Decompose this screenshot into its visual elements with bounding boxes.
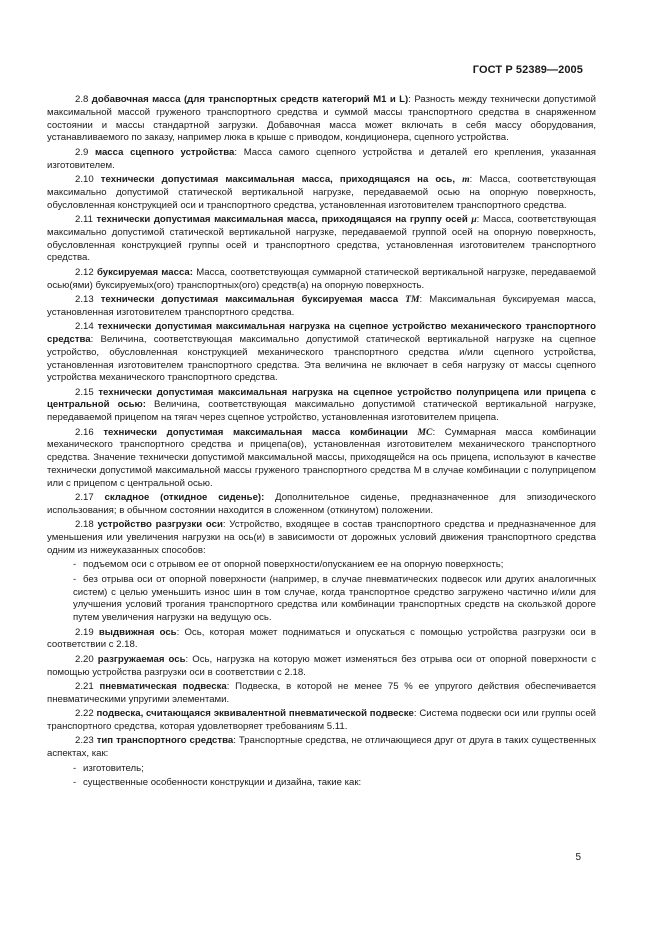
- dash-marker: -: [73, 762, 77, 774]
- definition: Транспортные средства, не отличающиеся друг от друга в таких существенных аспектах, как:: [47, 735, 596, 760]
- term-symbol: μ: [471, 213, 477, 225]
- definition: Масса, соответствующая максимально допустимой статической вертикальной нагрузке, передаваемой группой осей на опорную поверхность, обусловленная конструкцией группы осей и транспортного средства, установленная изготовителем транспортного средства.: [47, 213, 597, 264]
- clause-number: 2.10: [75, 173, 94, 185]
- term: технически допустимая максимальная нагрузка на сцепное устройство механического транспортного средства: [47, 321, 596, 345]
- page-number: 5: [575, 852, 581, 863]
- clause-number: 2.19: [75, 626, 94, 638]
- term: технически допустимая максимальная буксируемая масса: [100, 293, 399, 305]
- clause-number: 2.22: [75, 708, 94, 720]
- term: подвеска, считающаяся эквивалентной пневматической подвеске: [96, 708, 414, 720]
- definition: Масса самого сцепного устройства и деталей его крепления, указанная изготовителем.: [47, 146, 596, 171]
- term: технически допустимая максимальная масса, приходящаяся на ось,: [100, 173, 455, 185]
- clause-number: 2.14: [75, 321, 94, 333]
- definition: Величина, соответствующая максимально допустимой статической вертикальной нагрузке на сцепное устройство, обусловленная конструкцией механического транспортного средства и/или сцепного устройства, установленная изготовителем транспортного средства. Эта величина не включает в себя нагрузку от массы сцепного устройства механического транспортного средства.: [47, 333, 596, 384]
- paragraph-2-19: 2.19 выдвижная ось: Ось, которая может подниматься и опускаться с помощью устройства разгрузки оси в соответствии с 2.18.: [47, 626, 596, 651]
- paragraph-2-15: [47, 387, 596, 425]
- clause-number: 2.17: [75, 492, 94, 504]
- paragraph-2-16: 2.16 технически допустимая максимальная масса комбинации MC: Суммарная масса комбинации механического транспортного средства и прицепа(ов), установленная изготовителем механического транспортного средства. Значение технически допустимой максимальной массы, приходящейся на ось прицепа, используют в качестве технически допустимой максимальной массы груженого транспортного средства M в случае комбинации с полуприцепом или с прицепом с центральной осью.: [47, 426, 596, 489]
- term-symbol: m: [462, 173, 470, 185]
- definition: Масса, соответствующая максимально допустимой статической вертикальной нагрузке, передаваемой осью на опорную поверхность, обусловленная конструкцией оси и транспортного средства, установленная изготовителем транспортного средства.: [47, 173, 596, 211]
- definition: Система подвески оси или группы осей транспортного средства, которая удовлетворяет требованиям 5.11.: [47, 708, 597, 732]
- bullet-item: - существенные особенности конструкции и дизайна, такие как:: [73, 776, 362, 788]
- term: технически допустимая максимальная масса, приходящаяся на группу осей: [96, 213, 468, 225]
- term: технически допустимая максимальная масса комбинации: [103, 426, 408, 438]
- clause-number: 2.9: [75, 146, 89, 158]
- clause-number: 2.12: [75, 266, 94, 278]
- paragraph-2-18: 2.18 устройство разгрузки оси: Устройство, входящее в состав транспортного средства и предназначенное для уменьшения или увеличения нагрузки на ось(и) в зависимости от дорожных условий движения транспортного средства одним из нижеуказанных способов:: [47, 519, 596, 557]
- clause-number: 2.15: [75, 386, 94, 398]
- clause-number: 2.11: [75, 213, 93, 225]
- paragraph-2-14: 2.14 технически допустимая максимальная нагрузка на сцепное устройство механического транспортного средства: Величина, соответствующая максимально допустимой статической вертикальной нагрузке на сцепное устройство, обусловленная конструкцией механического транспортного средства и/или сцепного устройства, установленная изготовителем транспортного средства. Эта величина не включает в себя нагрузку от массы сцепного устройства механического транспортного средства.: [47, 321, 596, 384]
- definition: Величина, соответствующая максимально допустимой статической вертикальной нагрузке, передаваемой прицепом на тягач через сцепное устройство, установленная изготовителем прицепа.: [47, 399, 596, 424]
- paragraph-2-10: 2.10 технически допустимая максимальная масса, приходящаяся на ось, m: Масса, соответствующая максимально допустимой статической вертикальной нагрузке, передаваемой осью на опорную поверхность, обусловленная конструкцией оси и транспортного средства, установленная изготовителем транспортного средства.: [47, 173, 596, 211]
- term: буксируемая масса:: [96, 266, 193, 278]
- paragraph-2-21: 2.21 пневматическая подвеска: Подвеска, в которой не менее 75 % ее упругого действия обеспечивается пневматическими упругими элементами.: [47, 680, 597, 705]
- definition: Дополнительное сиденье, предназначенное для эпизодического использования; в обычном состоянии находится в сложенном (откинутом) положении.: [47, 492, 596, 517]
- clause-number: 2.21: [75, 680, 94, 692]
- definition: Ось, нагрузка на которую может изменяться без отрыва оси от опорной поверхности с помощью устройства разгрузки оси в соответствии с 2.18.: [47, 653, 596, 678]
- term-symbol: MC: [417, 426, 433, 438]
- clause-number: 2.18: [75, 519, 94, 531]
- clause-number: 2.8: [75, 94, 89, 105]
- definition: Масса, соответствующая суммарной статической вертикальной нагрузке, передаваемой осью(ями) буксируемых(ого) транспортных(ого) средств(а) на опорную поверхность.: [47, 266, 597, 291]
- term: устройство разгрузки оси: [97, 519, 223, 531]
- term: добавочная масса (для транспортных средств категорий M1 и L): [91, 94, 409, 105]
- paragraph-2-9: 2.9 масса сцепного устройства: Масса самого сцепного устройства и деталей его крепления, указанная изготовителем.: [47, 146, 596, 171]
- paragraph-2-22: 2.22 подвеска, считающаяся эквивалентной пневматической подвеске: Система подвески оси или группы осей транспортного средства, которая удовлетворяет требованиям 5.11.: [47, 708, 597, 732]
- definition: Подвеска, в которой не менее 75 % ее упругого действия обеспечивается пневматическими упругими элементами.: [47, 680, 597, 705]
- paragraph-2-20: 2.20 разгружаемая ось: Ось, нагрузка на которую может изменяться без отрыва оси от опорной поверхности с помощью устройства разгрузки оси в соответствии с 2.18.: [47, 653, 596, 678]
- term: разгружаемая ось: [97, 653, 186, 665]
- definition: Суммарная масса комбинации механического транспортного средства и прицепа(ов), установленная изготовителем механического транспортного средства. Значение технически допустимой максимальной массы, приходящейся на ось прицепа, используют в качестве технически допустимой максимальной массы груженого транспортного средства M в случае комбинации с полуприцепом или с прицепом с центральной осью.: [47, 426, 596, 489]
- document-header: ГОСТ Р 52389—2005: [472, 64, 583, 76]
- definition: Разность между технически допустимой максимальной массой груженого транспортного средства и суммой массы транспортного средства в снаряженном состоянии и массы стандартной загрузки. Добавочная масса может включать в себя массу оборудования, устанавливаемого по заказу, например люка в крыше с приводом, кондиционера, сцепного устройства.: [47, 94, 596, 144]
- term: пневматическая подвеска: [99, 680, 227, 692]
- paragraph-2-11: 2.11 технически допустимая максимальная масса, приходящаяся на группу осей μ: Масса, соответствующая максимально допустимой статической вертикальной нагрузке, передаваемой группой осей на опорную поверхность, обусловленная конструкцией группы осей и транспортного средства, установленная изготовителем транспортного средства.: [47, 213, 597, 264]
- term-symbol: TM: [405, 293, 420, 305]
- document-body: [47, 94, 596, 791]
- definition: Устройство, входящее в состав транспортного средства и предназначенное для уменьшения или увеличения нагрузки на ось(и) в зависимости от дорожных условий движения транспортного средства одним из нижеуказанных способов:: [47, 519, 596, 557]
- definition: Ось, которая может подниматься и опускаться с помощью устройства разгрузки оси в соответствии с 2.18.: [47, 626, 596, 651]
- definition: Максимальная буксируемая масса, установленная изготовителем транспортного средства.: [47, 293, 596, 318]
- clause-number: 2.20: [75, 653, 94, 665]
- paragraph-2-23: 2.23 тип транспортного средства: Транспортные средства, не отличающиеся друг от друга в таких существенных аспектах, как:: [47, 735, 596, 760]
- paragraph-2-13: 2.13 технически допустимая максимальная буксируемая масса TM: Максимальная буксируемая масса, установленная изготовителем транспортного средства.: [47, 293, 596, 318]
- term: технически допустимая максимальная нагрузка на сцепное устройство полуприцепа или прицепа с центральной осью:: [47, 386, 596, 411]
- term: складное (откидное сиденье):: [104, 492, 265, 504]
- paragraph-2-17: [47, 492, 596, 518]
- clause-number: 2.16: [75, 426, 94, 438]
- term: тип транспортного средства: [96, 735, 234, 747]
- bullet-item: - изготовитель;: [73, 762, 144, 774]
- dash-marker: -: [73, 776, 77, 788]
- paragraph-2-8: 2.8 добавочная масса (для транспортных средств категорий M1 и L): Разность между технически допустимой максимальной массой груженого транспортного средства и суммой массы транспортного средства в снаряженном состоянии и массы стандартной загрузки. Добавочная масса может включать в себя массу оборудования, устанавливаемого по заказу, например люка в крыше с приводом, кондиционера, сцепного устройства.: [47, 94, 596, 144]
- dash-marker: -: [73, 573, 77, 585]
- term: масса сцепного устройства: [95, 146, 235, 158]
- dash-marker: -: [73, 559, 77, 571]
- paragraph-2-12: [47, 267, 596, 293]
- bullet-item: - без отрыва оси от опорной поверхности (например, в случае пневматических подвесок или других аналогичных систем) с целью уменьшить износ шин в том случае, когда транспортное средство загружено частично и/или для улучшения условий трогания транспортного средства или комбинации транспортных средств на скользкой дороге путем увеличения нагрузки на ведущую ось.: [73, 573, 596, 624]
- clause-number: 2.23: [75, 735, 94, 747]
- term: выдвижная ось: [98, 626, 177, 638]
- bullet-item: - подъемом оси с отрывом ее от опорной поверхности/опусканием ее на опорную поверхность;: [73, 559, 504, 571]
- clause-number: 2.13: [75, 293, 94, 305]
